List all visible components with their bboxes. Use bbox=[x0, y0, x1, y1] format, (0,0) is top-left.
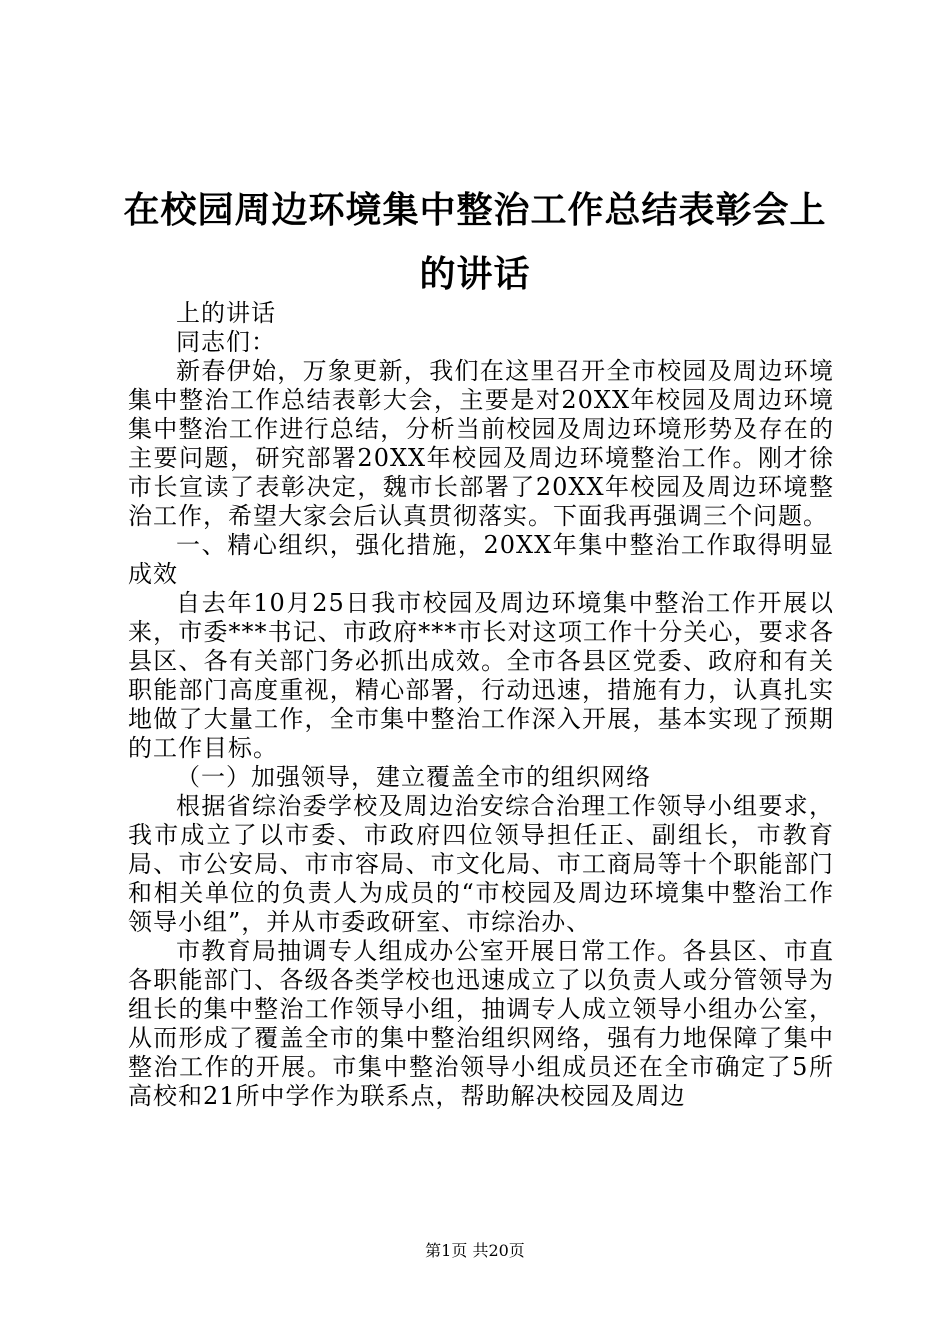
document-body bbox=[128, 299, 834, 1111]
document-title: 在校园周边环境集中整治工作总结表彰会上的讲话 bbox=[123, 189, 827, 295]
page-footer: 第1页 共20页 bbox=[425, 1241, 525, 1260]
paragraph-subtitle: 上的讲话 bbox=[176, 299, 276, 327]
paragraph-opening: 新春伊始，万象更新，我们在这里召开全市校园及周边环境集中整治工作总结表彰大会，主要是对20XX年校园及周边环境集中整治工作进行总结，分析当前校园及周边环境形势及存在的主要问题，研究部署20XX年校园及周边环境整治工作。刚才徐市长宣读了表彰决定，魏市长部署了20XX年校园及周边环境整治工作，希望大家会后认真贯彻落实。下面我再强调三个问题。 bbox=[128, 357, 834, 530]
paragraph-section-1: 自去年10月25日我市校园及周边环境集中整治工作开展以来，市委***书记、市政府***市长对这项工作十分关心，要求各县区、各有关部门务必抓出成效。全市各县区党委、政府和有关职能部门高度重视，精心部署，行动迅速，措施有力，认真扎实地做了大量工作，全市集中整治工作深入开展，基本实现了预期的工作目标。 bbox=[128, 589, 834, 762]
paragraph-subsection-1a: 根据省综治委学校及周边治安综合治理工作领导小组要求，我市成立了以市委、市政府四位领导担任正、副组长，市教育局、市公安局、市市容局、市文化局、市工商局等十个职能部门和相关单位的负责人为成员的“市校园及周边环境集中整治工作领导小组”，并从市委政研室、市综治办、 bbox=[128, 792, 834, 936]
paragraph-salutation: 同志们： bbox=[176, 328, 276, 356]
paragraph-subsection-1b: 市教育局抽调专人组成办公室开展日常工作。各县区、市直各职能部门、各级各类学校也迅速成立了以负责人或分管领导为组长的集中整治工作领导小组，抽调专人成立领导小组办公室，从而形成了覆盖全市的集中整治组织网络，强有力地保障了集中整治工作的开展。市集中整治领导小组成员还在全市确定了5所高校和21所中学作为联系点，帮助解决校园及周边 bbox=[128, 937, 834, 1110]
section-heading-1: 一、精心组织，强化措施，20XX年集中整治工作取得明显成效 bbox=[128, 531, 834, 588]
subsection-heading-1: （一）加强领导，建立覆盖全市的组织网络 bbox=[176, 763, 651, 791]
